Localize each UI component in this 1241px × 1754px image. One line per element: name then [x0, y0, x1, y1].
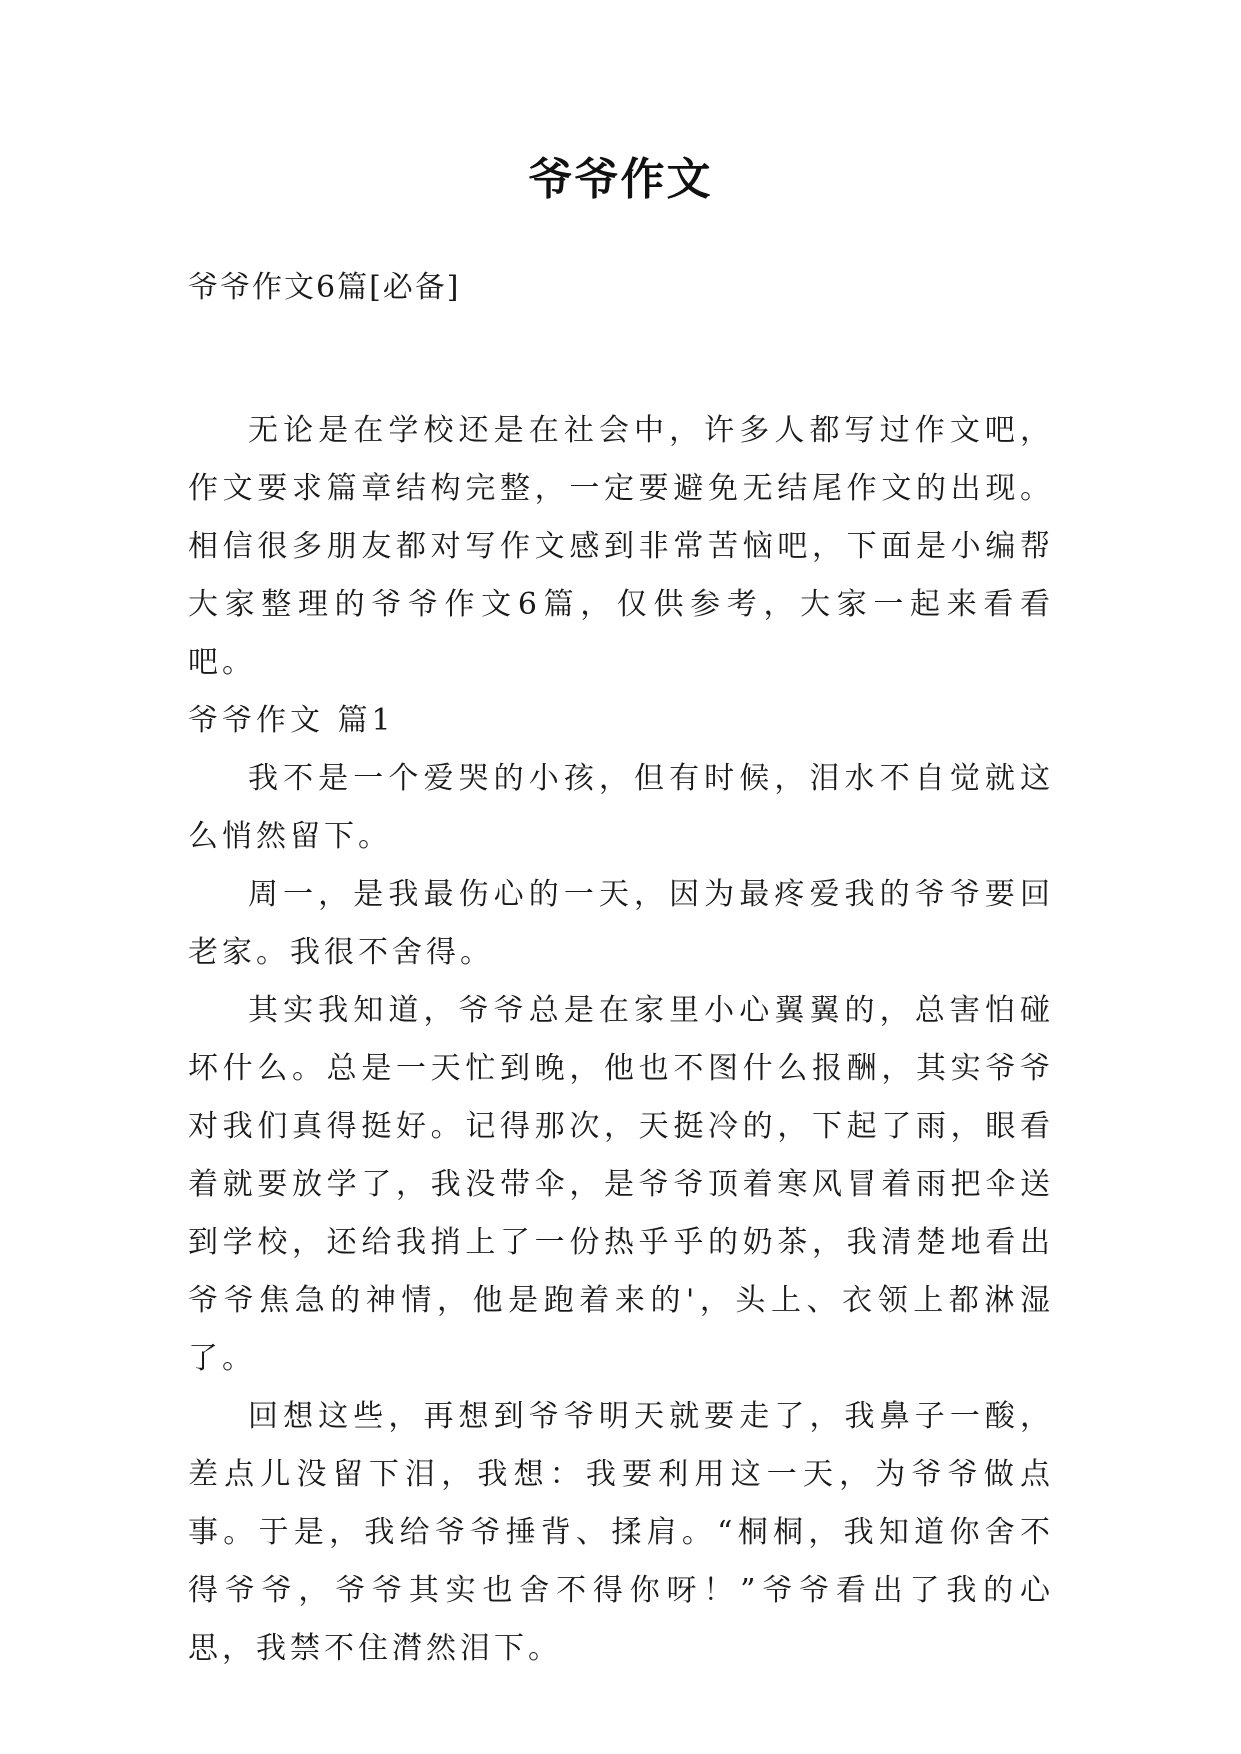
body-paragraph: 回想这些，再想到爷爷明天就要走了，我鼻子一酸，差点儿没留下泪，我想：我要利用这一天，为爷爷做点事。于是，我给爷爷捶背、揉肩。“桐桐，我知道你舍不得爷爷，爷爷其实也舍不得你呀！”爷爷看出了我的心思，我禁不住潸然泪下。: [188, 1399, 1054, 1666]
intro-paragraph: 无论是在学校还是在社会中，许多人都写过作文吧，作文要求篇章结构完整，一定要避免无结尾作文的出现。相信很多朋友都对写作文感到非常苦恼吧，下面是小编帮大家整理的爷爷作文6篇，仅供参考，大家一起来看看吧。: [188, 413, 1054, 680]
document-title: 爷爷作文: [528, 154, 713, 205]
body-paragraph: 周一，是我最伤心的一天，因为最疼爱我的爷爷要回老家。我很不舍得。: [188, 877, 1054, 970]
section-heading: 爷爷作文 篇1: [188, 703, 395, 738]
document-body: [188, 402, 1054, 1678]
body-paragraph: 其实我知道，爷爷总是在家里小心翼翼的，总害怕碰坏什么。总是一天忙到晚，他也不图什么报酬，其实爷爷对我们真得挺好。记得那次，天挺冷的，下起了雨，眼看着就要放学了，我没带伞，是爷爷顶着寒风冒着雨把伞送到学校，还给我捎上了一份热乎乎的奶茶，我清楚地看出爷爷焦急的神情，他是跑着来的'，头上、衣领上都淋湿了。: [188, 993, 1054, 1376]
body-paragraph: 我不是一个爱哭的小孩，但有时候，泪水不自觉就这么悄然留下。: [188, 761, 1054, 854]
document-subtitle: 爷爷作文6篇[必备]: [188, 270, 461, 305]
